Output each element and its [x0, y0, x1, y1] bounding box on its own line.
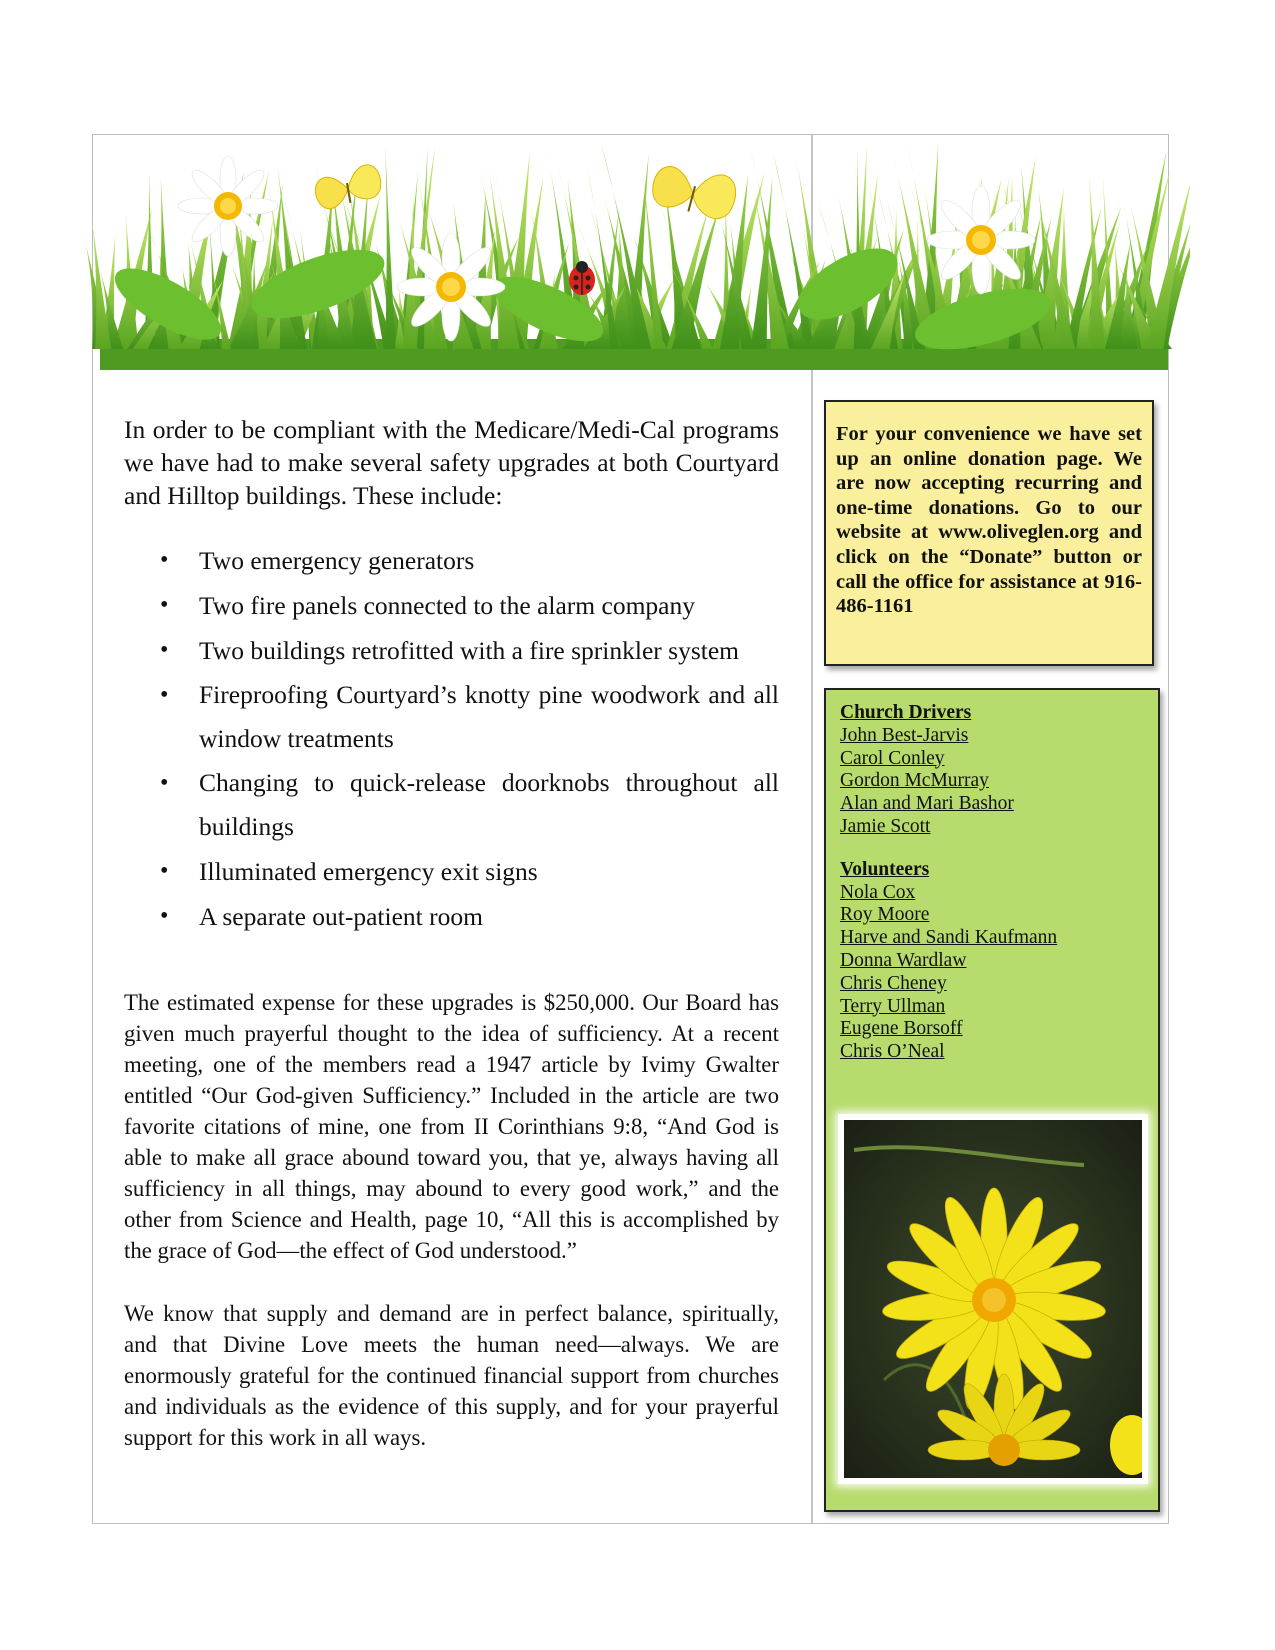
- gratitude-paragraph: We know that supply and demand are in perfect balance, spiritually, and that Divine Love meets the human need—always. We are enormously grateful for the continued financial support from churches and individuals as the evidence of this supply, and for your prayerful support for this work in all ways.: [124, 1301, 779, 1450]
- donation-text: For your convenience we have set up an online donation page. We are now accepting recurring and one-time donations. Go to our website at www.oliveglen.org and click on the “Donate” button or call the office for assistance at 916-486-1161: [836, 423, 1142, 618]
- bullet-icon: •: [160, 903, 169, 929]
- volunteer-name[interactable]: Nola Cox: [840, 881, 916, 903]
- volunteer-name[interactable]: Chris O’Neal: [840, 1041, 945, 1063]
- list-item: [124, 673, 779, 761]
- grass-banner-illustration: [78, 134, 1190, 370]
- bullet-icon: •: [160, 592, 169, 618]
- list-item-text: A separate out-patient room: [199, 902, 483, 931]
- daisy-icon: [927, 186, 1035, 294]
- list-item-text: Two buildings retrofitted with a fire sprinkler system: [199, 636, 739, 665]
- list-item: [124, 538, 779, 583]
- list-item-text: Fireproofing Courtyard’s knotty pine woodwork and all window treatments: [199, 680, 779, 753]
- intro-paragraph: In order to be compliant with the Medicare/Medi-Cal programs we have had to make several safety upgrades at both Courtyard and Hilltop buildings. These include:: [124, 415, 779, 510]
- drivers-list: [840, 702, 1144, 839]
- daisy-icon: [397, 233, 505, 341]
- driver-name[interactable]: Jamie Scott: [840, 815, 931, 837]
- list-item: [124, 628, 779, 673]
- bullet-icon: •: [160, 547, 169, 573]
- bullet-icon: •: [160, 682, 169, 708]
- list-item-text: Two emergency generators: [199, 546, 475, 575]
- volunteer-name[interactable]: Roy Moore: [840, 904, 930, 926]
- bullet-icon: •: [160, 770, 169, 796]
- list-item: [124, 761, 779, 849]
- driver-name[interactable]: Gordon McMurray: [840, 770, 989, 792]
- butterfly-icon: [648, 158, 740, 224]
- bullet-icon: •: [160, 858, 169, 884]
- volunteer-name[interactable]: Donna Wardlaw: [840, 949, 967, 971]
- ladybug-icon: [569, 261, 595, 295]
- cost-paragraph: The estimated expense for these upgrades is $250,000. Our Board has given much prayerful thought to the idea of sufficiency. At a recent meeting, one of the members read a 1947 article by Ivimy Gwalter entitled “Our God-given Sufficiency.” Included in the article are two favorite citations of mine, one from II Corinthians 9:8, “And God is able to make all grace abound toward you, that ye, always having all sufficiency in all things, may abound to every good work,” and the other from Science and Health, page 10, “All this is accomplished by the grace of God—the effect of God understood.”: [124, 990, 779, 1263]
- volunteers-list: [840, 859, 1144, 1064]
- volunteer-name[interactable]: Eugene Borsoff: [840, 1018, 963, 1040]
- upgrades-list: [124, 538, 779, 939]
- driver-name[interactable]: Carol Conley: [840, 747, 945, 769]
- drivers-heading: Church Drivers: [840, 702, 972, 723]
- list-item-text: Two fire panels connected to the alarm company: [199, 591, 695, 620]
- bullet-icon: •: [160, 637, 169, 663]
- driver-name[interactable]: John Best-Jarvis: [840, 724, 969, 746]
- list-item: [124, 894, 779, 939]
- volunteers-sidebar: [824, 688, 1160, 1512]
- donation-callout: [824, 400, 1154, 666]
- list-item-text: Changing to quick-release doorknobs throughout all buildings: [199, 768, 779, 841]
- daisy-icon: [178, 156, 278, 256]
- volunteer-name[interactable]: Chris Cheney: [840, 972, 947, 994]
- volunteers-heading: Volunteers: [840, 858, 930, 880]
- list-item: [124, 849, 779, 894]
- volunteer-name[interactable]: Harve and Sandi Kaufmann: [840, 927, 1058, 949]
- yellow-flower-photo: [838, 1114, 1148, 1484]
- driver-name[interactable]: Alan and Mari Bashor: [840, 793, 1014, 815]
- main-column: [124, 413, 779, 1453]
- list-item-text: Illuminated emergency exit signs: [199, 857, 538, 886]
- list-item: [124, 583, 779, 628]
- volunteer-name[interactable]: Terry Ullman: [840, 995, 946, 1017]
- butterfly-icon: [312, 163, 384, 211]
